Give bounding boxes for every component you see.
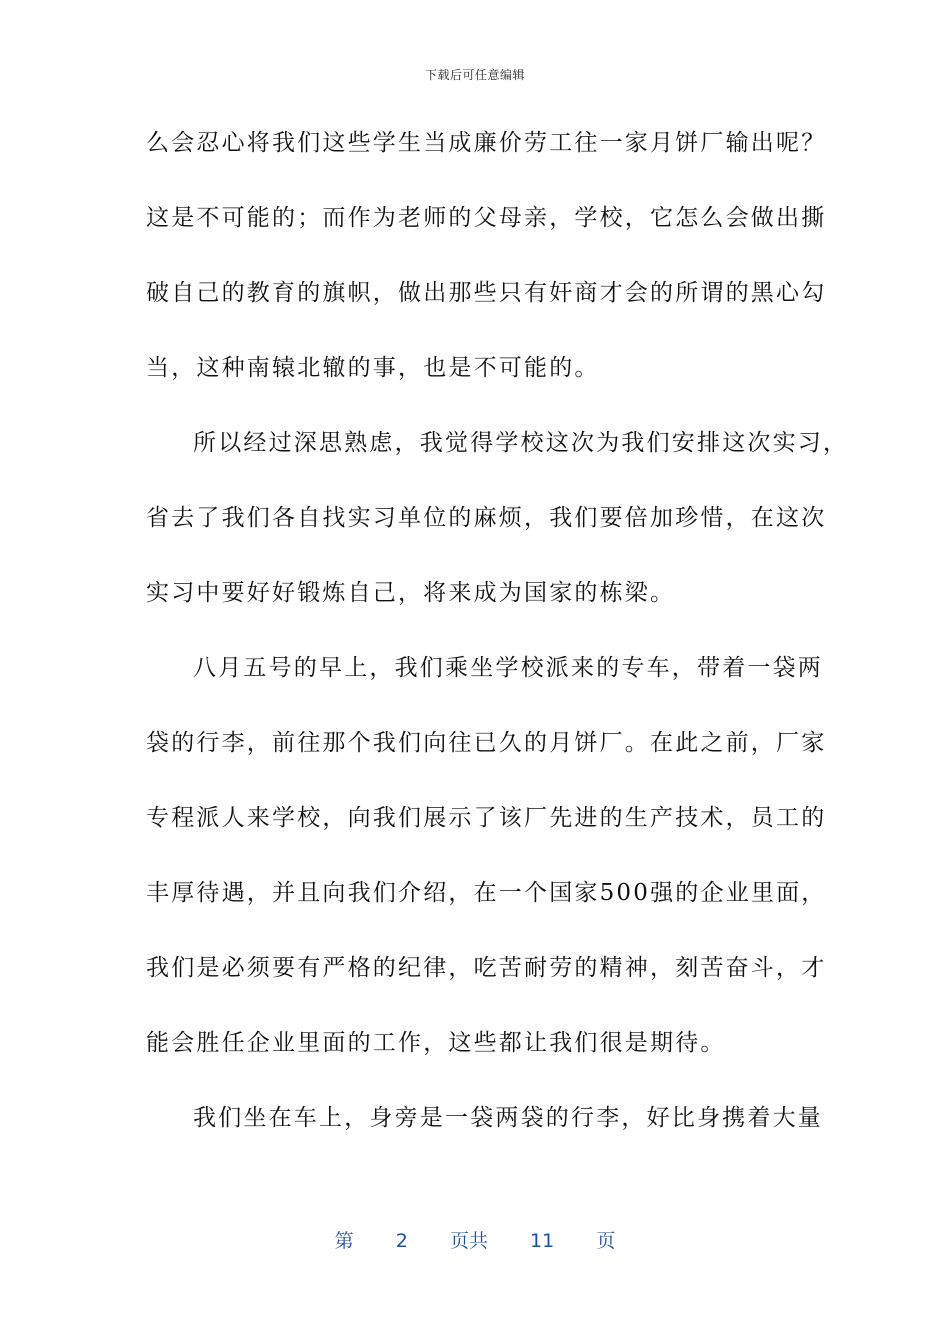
- text-line: 能会胜任企业里面的工作，这些都让我们很是期待。: [146, 1030, 726, 1056]
- text-line: 这是不可能的；而作为老师的父母亲，学校，它怎么会做出撕: [146, 205, 827, 231]
- text-line: 专程派人来学校，向我们展示了该厂先进的生产技术，员工的: [146, 805, 827, 831]
- document-body: [146, 112, 849, 1162]
- footer-middle: 页共: [449, 1230, 488, 1252]
- paragraph-start-line: 所以经过深思熟虑，我觉得学校这次为我们安排这次实习，: [193, 430, 849, 456]
- text-line: 么会忍心将我们这些学生当成廉价劳工往一家月饼厂输出呢？: [146, 130, 827, 156]
- paragraph-start-line: 我们坐在车上，身旁是一袋两袋的行李，好比身携着大量: [193, 1105, 823, 1131]
- page-header-note: 下载后可任意编辑: [424, 68, 525, 82]
- footer-prefix: 第: [334, 1230, 354, 1252]
- total-page-count: 11: [530, 1230, 555, 1252]
- text-line: 当，这种南辕北辙的事，也是不可能的。: [146, 355, 600, 381]
- page-number-footer: [0, 1226, 950, 1253]
- text-line: 袋的行李，前往那个我们向往已久的月饼厂。在此之前，厂家: [146, 730, 827, 756]
- paragraph-start-line: 八月五号的早上，我们乘坐学校派来的专车，带着一袋两: [193, 655, 823, 681]
- text-line: 破自己的教育的旗帜，做出那些只有奸商才会的所谓的黑心勾: [146, 280, 827, 306]
- text-line: 省去了我们各自找实习单位的麻烦，我们要倍加珍惜，在这次: [146, 505, 827, 531]
- text-line: 丰厚待遇，并且向我们介绍，在一个国家500强的企业里面，: [146, 880, 827, 906]
- current-page-number: 2: [395, 1230, 408, 1252]
- footer-suffix: 页: [596, 1230, 616, 1252]
- text-line: 我们是必须要有严格的纪律，吃苦耐劳的精神，刻苦奋斗，才: [146, 955, 827, 981]
- text-line: 实习中要好好锻炼自己，将来成为国家的栋梁。: [146, 580, 676, 606]
